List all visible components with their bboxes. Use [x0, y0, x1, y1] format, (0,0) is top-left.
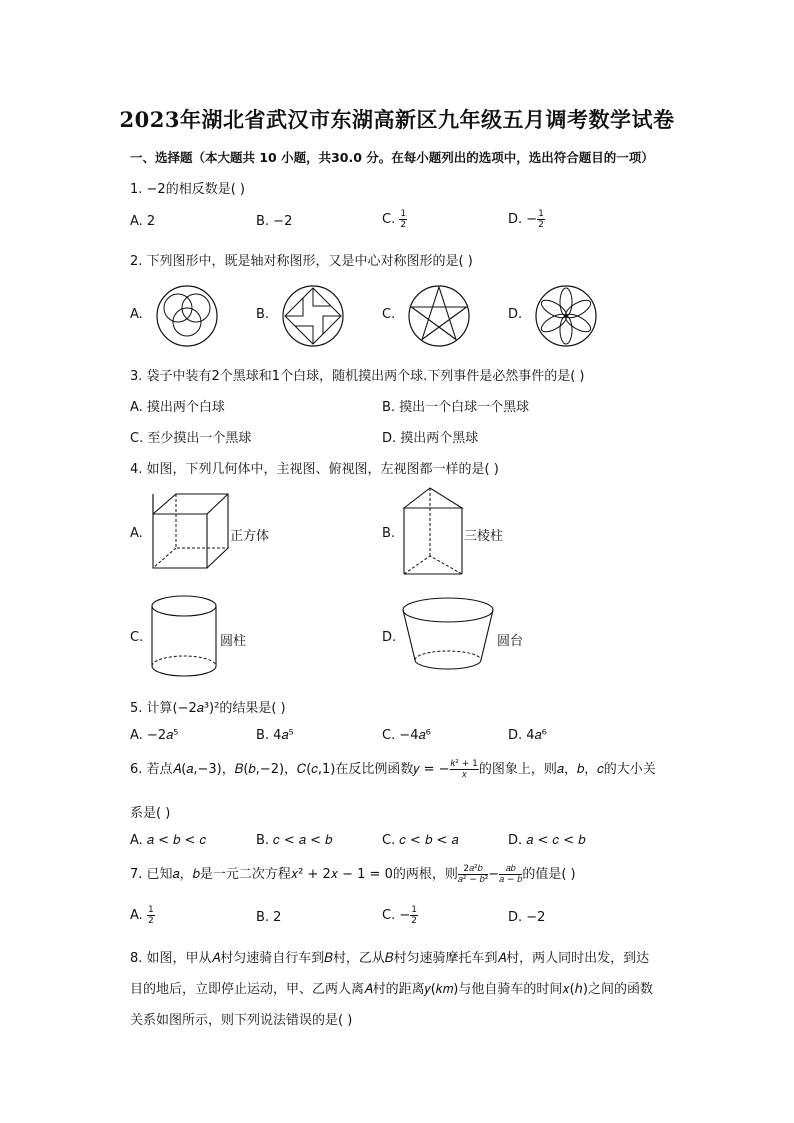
q2-option-b: B.: [256, 307, 270, 322]
q3-option-d: D. 摸出两个黑球: [382, 431, 479, 446]
q7-option-d: D. −2: [508, 910, 546, 925]
question-7-stem: 7. 已知𝑎，𝑏是一元二次方程𝑥² + 2𝑥 − 1 = 0的两根，则 $\frac{\text{2𝑎²𝑏}}{\text{𝑎² − 𝑏²}}$ − $\frac{\text{𝑎𝑏}}{\text{𝑎 − 𝑏}}$ 的值是( ): [130, 864, 576, 885]
q5-option-b: B. 4𝑎⁵: [256, 728, 294, 743]
question-5-stem: 5. 计算(−2𝑎³)²的结果是( ): [130, 701, 286, 716]
question-1-stem: 1. −2的相反数是( ): [130, 182, 245, 197]
q1-option-c: C. $\frac{1}{2}$: [382, 209, 407, 230]
question-8-line2: 目的地后，立即停止运动，甲、乙两人离𝐴村的距离𝑦(𝑘𝑚)与他自骑车的时间𝑥(ℎ)之间的函数: [130, 982, 653, 997]
cylinder-figure: [150, 594, 220, 680]
three-circles-figure: [152, 284, 222, 348]
question-8-line3: 关系如图所示，则下列说法错误的是( ): [130, 1013, 353, 1028]
q7-option-a: A. $\frac{1}{2}$: [130, 905, 154, 926]
q6-option-a: A. 𝑎 < 𝑏 < 𝑐: [130, 833, 207, 848]
frustum-label: 圆台: [497, 634, 524, 649]
page-title: 2023年湖北省武汉市东湖高新区九年级五月调考数学试卷: [119, 107, 675, 132]
pinwheel-square-figure: [278, 284, 348, 348]
question-3-stem: 3. 袋子中装有2个黑球和1个白球，随机摸出两个球.下列事件是必然事件的是( ): [130, 369, 585, 384]
q4-option-b: B.: [382, 526, 396, 541]
cube-figure: [150, 492, 230, 572]
q6-option-c: C. 𝑐 < 𝑏 < 𝑎: [382, 833, 459, 848]
q5-option-d: D. 4𝑎⁶: [508, 728, 547, 743]
question-6-stem: 6. 若点𝐴(𝑎,−3)，𝐵(𝑏,−2)，𝐶(𝑐,1)在反比例函数𝑦 = − $\frac{\text{𝑘² + 1}}{\text{𝑥}}$ 的图象上，则𝑎，𝑏，𝑐的大小关: [130, 759, 656, 780]
question-8-line1: 8. 如图，甲从𝐴村匀速骑自行车到𝐵村，乙从𝐵村匀速骑摩托车到𝐴村，两人同时出发，到达: [130, 951, 650, 966]
star-in-circle-figure: [404, 284, 474, 348]
cylinder-label: 圆柱: [220, 634, 247, 649]
q1-option-a: A. 2: [130, 214, 156, 229]
q6-option-d: D. 𝑎 < 𝑐 < 𝑏: [508, 833, 586, 848]
q7-option-c: C. − $\frac{1}{2}$: [382, 905, 417, 926]
q7-option-b: B. 2: [256, 910, 282, 925]
cube-label: 正方体: [230, 529, 270, 544]
q2-option-a: A.: [130, 307, 143, 322]
prism-label: 三棱柱: [464, 529, 504, 544]
section-heading: 一、选择题（本大题共 10 小题，共30.0 分。在每小题列出的选项中，选出符合题目的一项）: [130, 150, 654, 165]
q3-option-a: A. 摸出两个白球: [130, 400, 225, 415]
q1-option-b: B. −2: [256, 214, 293, 229]
q6-option-b: B. 𝑐 < 𝑎 < 𝑏: [256, 833, 333, 848]
frustum-figure: [400, 596, 496, 676]
question-4-stem: 4. 如图，下列几何体中，主视图、俯视图，左视图都一样的是( ): [130, 462, 499, 477]
q3-option-b: B. 摸出一个白球一个黑球: [382, 400, 530, 415]
q4-option-a: A.: [130, 526, 143, 541]
triangular-prism-figure: [402, 486, 466, 578]
q1-option-d: D. − $\frac{1}{2}$: [508, 209, 544, 230]
q3-option-c: C. 至少摸出一个黑球: [130, 431, 252, 446]
q2-option-d: D.: [508, 307, 523, 322]
question-6-stem-line2: 系是( ): [130, 806, 171, 821]
q5-option-a: A. −2𝑎⁵: [130, 728, 179, 743]
q4-option-d: D.: [382, 630, 397, 645]
q4-option-c: C.: [130, 630, 144, 645]
flower-in-circle-figure: [531, 284, 601, 348]
question-2-stem: 2. 下列图形中，既是轴对称图形，又是中心对称图形的是( ): [130, 254, 473, 269]
q2-option-c: C.: [382, 307, 396, 322]
q5-option-c: C. −4𝑎⁶: [382, 728, 431, 743]
